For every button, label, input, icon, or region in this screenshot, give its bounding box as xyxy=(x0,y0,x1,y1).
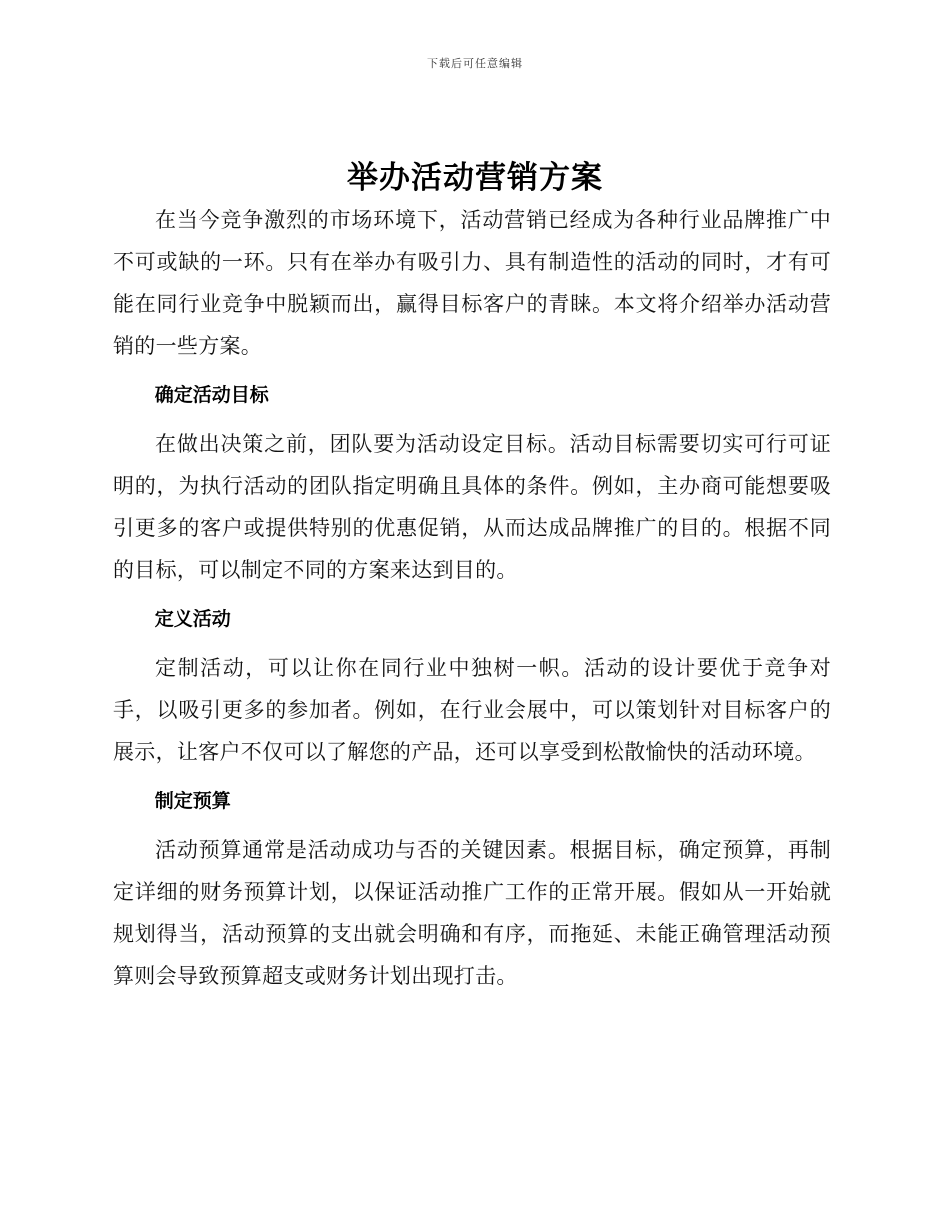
section-heading-goals: 确定活动目标 xyxy=(154,384,269,406)
section-body-budget: 活动预算通常是活动成功与否的关键因素。根据目标，确定预算，再制定详细的财务预算计划，以保证活动推广工作的正常开展。假如从一开始就规划得当，活动预算的支出就会明确和有序，而拖延、未能正确管理活动预算则会导致预算超支或财务计划出现打击。 xyxy=(113,838,831,988)
section-body-define: 定制活动，可以让你在同行业中独树一帜。活动的设计要优于竞争对手，以吸引更多的参加者。例如，在行业会展中，可以策划针对目标客户的展示，让客户不仅可以了解您的产品，还可以享受到松散愉快的活动环境。 xyxy=(113,656,831,764)
section-heading-define: 定义活动 xyxy=(154,608,231,630)
document-body xyxy=(113,199,831,1004)
header-note: 下载后可任意编辑 xyxy=(427,57,523,70)
section-heading-budget: 制定预算 xyxy=(154,790,231,812)
document-title: 举办活动营销方案 xyxy=(347,160,603,196)
section-body-goals: 在做出决策之前，团队要为活动设定目标。活动目标需要切实可行可证明的，为执行活动的团队指定明确且具体的条件。例如，主办商可能想要吸引更多的客户或提供特别的优惠促销，从而达成品牌推广的目的。根据不同的目标，可以制定不同的方案来达到目的。 xyxy=(113,432,831,582)
intro-paragraph: 在当今竞争激烈的市场环境下，活动营销已经成为各种行业品牌推广中不可或缺的一环。只有在举办有吸引力、具有制造性的活动的同时，才有可能在同行业竞争中脱颖而出，赢得目标客户的青睐。本文将介绍举办活动营销的一些方案。 xyxy=(113,208,831,358)
